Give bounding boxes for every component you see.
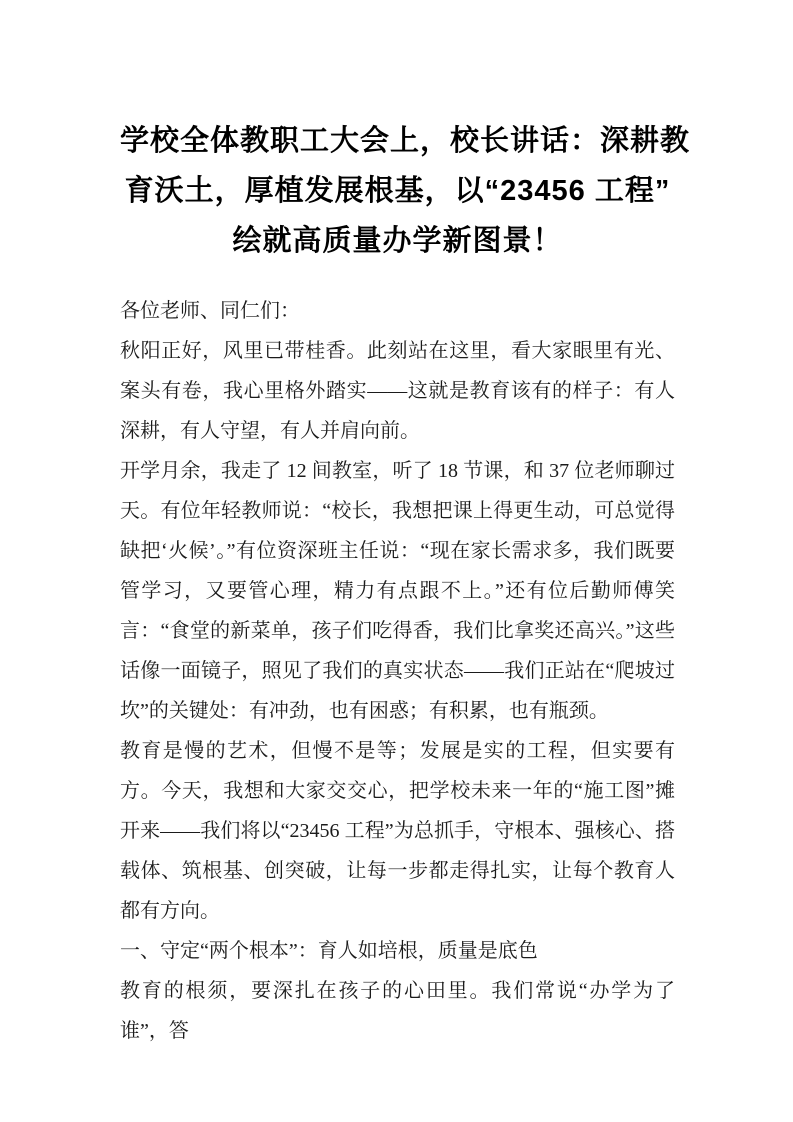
body-paragraph: 秋阳正好，风里已带桂香。此刻站在这里，看大家眼里有光、案头有卷，我心里格外踏实——这就是教育该有的样子：有人深耕，有人守望，有人并肩向前。 [120,340,675,442]
title-line: 绘就高质量办学新图景！ [232,225,563,257]
body-paragraph: 教育的根须，要深扎在孩子的心田里。我们常说“办学为了谁”，答 [120,980,675,1042]
body-paragraph: 各位老师、同仁们： [120,300,300,322]
section-heading: 一、守定“两个根本”：育人如培根，质量是底色 [120,940,538,962]
body-paragraph: 开学月余，我走了 12 间教室，听了 18 节课，和 37 位老师聊过天。有位年轻教师说：“校长，我想把课上得更生动，可总觉得缺把‘火候’。”有位资深班主任说：“现在家长需求多，我们既要管学习，又要管心理，精力有点跟不上。”还有位后勤师傅笑言：“食堂的新菜单，孩子们吃得香，我们比拿奖还高兴。”这些话像一面镜子，照见了我们的真实状态——我们正站在“爬坡过坎”的关键处：有冲劲，也有困惑；有积累，也有瓶颈。 [120,460,675,722]
document-body [120,291,675,1051]
body-paragraph: 教育是慢的艺术，但慢不是等；发展是实的工程，但实要有方。今天，我想和大家交交心，把学校未来一年的“施工图”摊开来——我们将以“23456 工程”为总抓手，守根本、强核心、搭载体、筑根基、创突破，让每一步都走得扎实，让每个教育人都有方向。 [120,740,675,922]
title-line: 育沃土，厚植发展根基，以“23456 工程” [124,175,671,207]
document-title [120,116,691,266]
title-line: 学校全体教职工大会上，校长讲话：深耕教 [120,125,691,157]
